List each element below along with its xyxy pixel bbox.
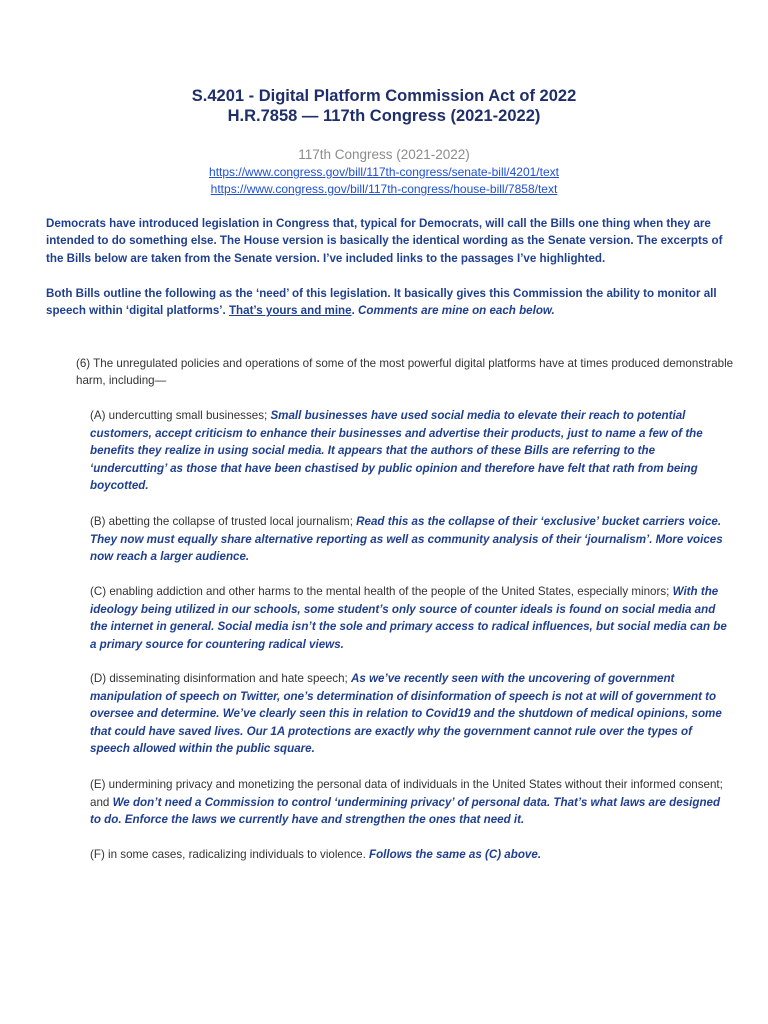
need-paragraph <box>46 285 736 320</box>
item-f-label: (F) in some cases, radicalizing individuals to violence. <box>90 848 370 861</box>
item-e <box>90 776 730 829</box>
senate-bill-link[interactable]: https://www.congress.gov/bill/117th-congress/senate-bill/4201/text <box>209 165 559 179</box>
document-title <box>0 86 768 126</box>
item-a <box>90 407 730 495</box>
comments-note: Comments are mine on each below. <box>358 304 555 318</box>
section-6-text: (6) The unregulated policies and operations of some of the most powerful digital platforms have at times produced demonstrable harm, including— <box>76 357 734 388</box>
yours-and-mine-text: That’s yours and mine <box>228 304 352 318</box>
item-c <box>90 583 730 653</box>
item-e-comment: We don’t need a Commission to control ‘undermining privacy’ of personal data. That’s what laws are designed to do. Enforce the laws we currently have and strengthen the ones that need it. <box>90 795 721 827</box>
item-c-label: (C) enabling addiction and other harms to the mental health of the people of the United States, especially minors; <box>90 585 673 598</box>
item-b <box>90 513 730 566</box>
item-a-comment: Small businesses have used social media to elevate their reach to potential customers, accept criticism to enhance their businesses and advertise their products, just to name a few of the benefits they realize in using social media. It appears that the authors of these Bills are referring to the ‘undercutting’ as those that have been chastised by public opinion and therefore have felt that rath from being boycotted. <box>90 409 703 493</box>
need-period: . <box>351 304 359 318</box>
item-d-label: (D) disseminating disinformation and hate speech; <box>90 672 351 685</box>
need-text: Both Bills outline the following as the ‘need’ of this legislation. It basically gives this Commission the ability to monitor all speech within ‘digital platforms’. <box>46 287 717 318</box>
item-b-comment: Read this as the collapse of their ‘exclusive’ bucket carriers voice. They now must equally share alternative reporting as well as community analysis of their ‘journalism’. More voices now reach a larger audience. <box>90 515 723 564</box>
item-e-label: (E) undermining privacy and monetizing the personal data of individuals in the United States without their informed consent; and <box>90 778 723 809</box>
item-f-comment: Follows the same as (C) above. <box>369 848 542 861</box>
intro-paragraph: Democrats have introduced legislation in Congress that, typical for Democrats, will call the Bills one thing when they are intended to do something else. The House version is basically the identical wording as the Senate version. The excerpts of the Bills below are taken from the Senate version. I’ve included links to the passages I’ve highlighted. <box>46 217 723 265</box>
title-house-bill: H.R.7858 — 117th Congress (2021-2022) <box>227 107 541 125</box>
house-bill-link[interactable]: https://www.congress.gov/bill/117th-congress/house-bill/7858/text <box>210 182 558 196</box>
item-a-label: (A) undercutting small businesses; <box>90 409 271 422</box>
item-f <box>90 846 730 864</box>
item-b-label: (B) abetting the collapse of trusted local journalism; <box>90 515 357 528</box>
title-senate-bill: S.4201 - Digital Platform Commission Act of 2022 <box>191 87 577 105</box>
item-d-comment: As we’ve recently seen with the uncovering of government manipulation of speech on Twitter, one’s determination of disinformation of speech is not at will of government to oversee and determine. We’ve clearly seen this in relation to Covid19 and the shutdown of medical opinions, some that could have saved lives. Our 1A protections are exactly why the government cannot rule over the types of speech allowed within the public square. <box>90 672 722 756</box>
item-d <box>90 670 730 758</box>
congress-subtitle: 117th Congress (2021-2022) <box>298 147 470 162</box>
bill-links <box>0 164 768 198</box>
item-c-comment: With the ideology being utilized in our schools, some student’s only source of counter ideals is found on social media and the internet in general. Social media isn’t the sole and primary access to radical influences, but social media can be a primary source for countering radical views. <box>90 585 727 651</box>
